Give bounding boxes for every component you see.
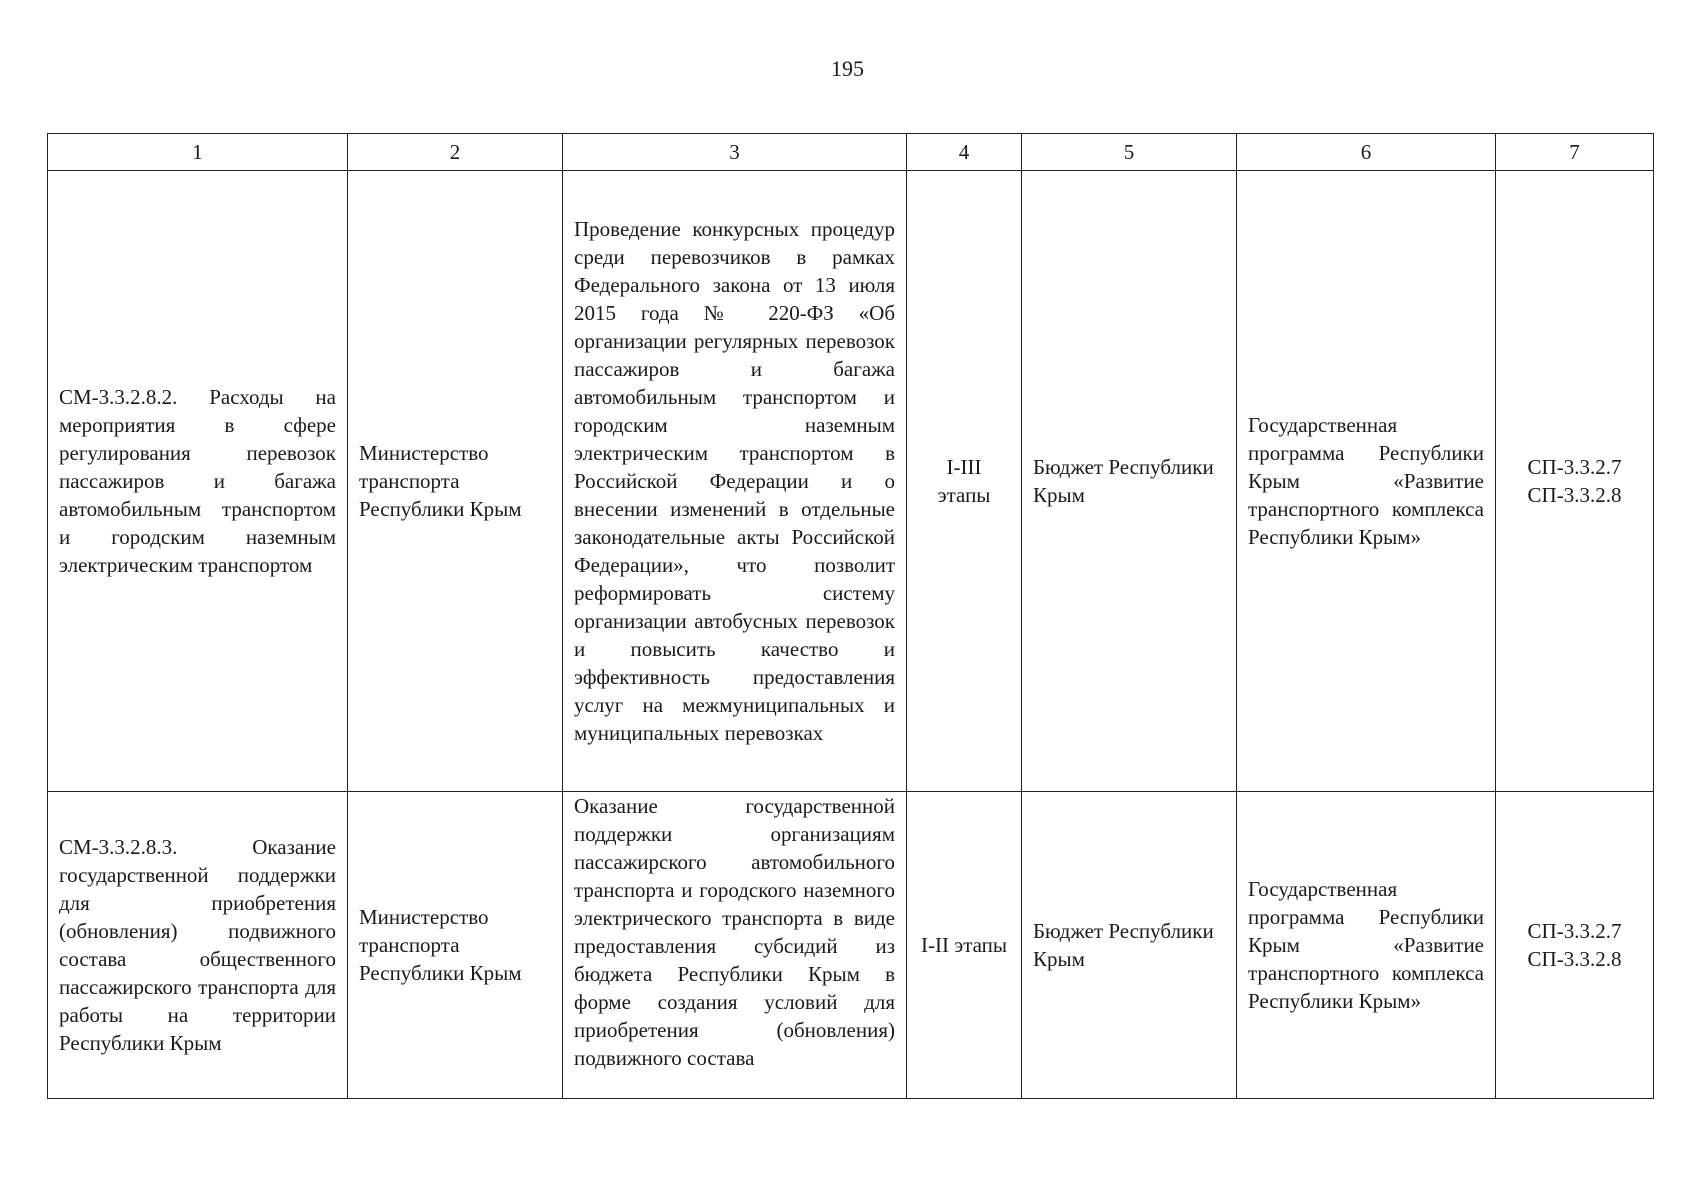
measure-cell: СМ-3.3.2.8.2. Расходы на мероприятия в сфере регулирования перевозок пассажиров и багажа автомобильным транспортом и городским наземным электрическим транспортом (48, 171, 348, 792)
executor-cell: Министерство транспорта Республики Крым (348, 792, 563, 1099)
table-header-row (48, 134, 1654, 171)
page-number: 195 (831, 56, 864, 81)
funding-source-cell: Бюджет Республики Крым (1022, 171, 1237, 792)
column-header: 7 (1496, 134, 1654, 171)
column-header: 2 (348, 134, 563, 171)
program-measures-table (47, 133, 1654, 1099)
table-row (48, 171, 1654, 792)
column-header: 5 (1022, 134, 1237, 171)
measure-cell: СМ-3.3.2.8.3. Оказание государственной поддержки для приобретения (обновления) подвижного состава общественного пассажирского транспорта для работы на территории Республики Крым (48, 792, 348, 1099)
column-header: 4 (907, 134, 1022, 171)
stages-cell: I-III этапы (907, 171, 1022, 792)
stages-cell: I-II этапы (907, 792, 1022, 1099)
code-item: СП-3.3.2.7 (1527, 455, 1622, 479)
description-cell (563, 792, 907, 1099)
code-item: СП-3.3.2.8 (1527, 483, 1622, 507)
program-cell: Государственная программа Республики Крым «Развитие транспортного комплекса Республики Крым» (1237, 792, 1496, 1099)
codes-cell (1496, 171, 1654, 792)
column-header: 3 (563, 134, 907, 171)
codes-cell (1496, 792, 1654, 1099)
program-cell: Государственная программа Республики Крым «Развитие транспортного комплекса Республики Крым» (1237, 171, 1496, 792)
description-cell: Проведение конкурсных процедур среди перевозчиков в рамках Федерального закона от 13 июля 2015 года № 220-ФЗ «Об организации регулярных перевозок пассажиров и багажа автомобильным транспортом и городским наземным электрическим транспортом в Российской Федерации и о внесении изменений в отдельные законодательные акты Российской Федерации», что позволит реформировать систему организации автобусных перевозок и повысить качество и эффективность предоставления услуг на межмуниципальных и муниципальных перевозках (563, 171, 907, 792)
code-item: СП-3.3.2.7 (1527, 919, 1622, 943)
description-text: Оказание государственной поддержки организациям пассажирского автомобильного транспорта и городского наземного электрического транспорта в виде предоставления субсидий из бюджета Республики Крым в форме создания условий для приобретения (обновления) подвижного состава (574, 794, 895, 1070)
funding-source-cell: Бюджет Республики Крым (1022, 792, 1237, 1099)
column-header: 6 (1237, 134, 1496, 171)
table-row (48, 792, 1654, 1099)
executor-cell: Министерство транспорта Республики Крым (348, 171, 563, 792)
column-header: 1 (48, 134, 348, 171)
code-item: СП-3.3.2.8 (1527, 947, 1622, 971)
